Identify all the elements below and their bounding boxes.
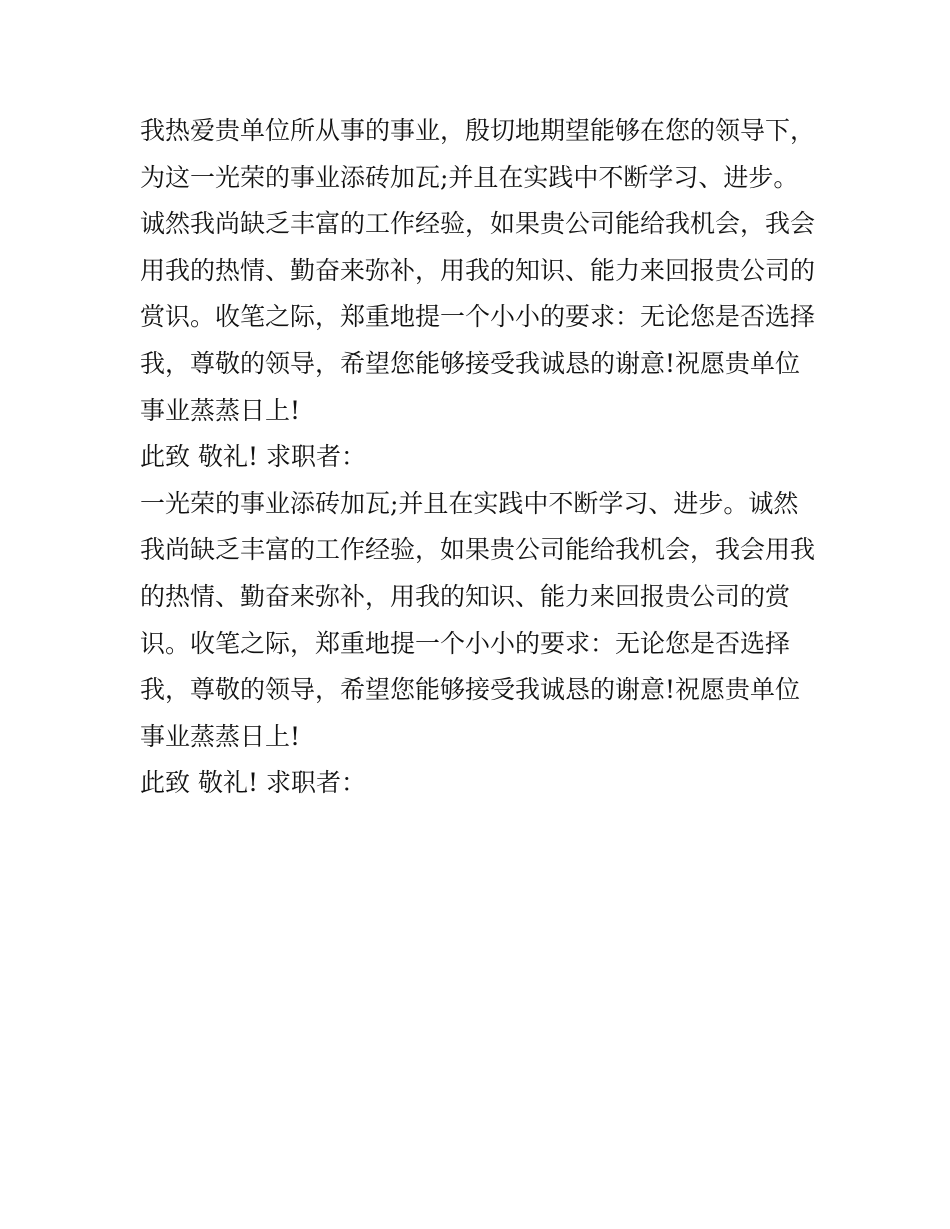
letter-body: [140, 108, 820, 807]
text-line: 我，尊敬的领导，希望您能够接受我诚恳的谢意!祝愿贵单位: [140, 675, 801, 705]
text-line: 诚然我尚缺乏丰富的工作经验，如果贵公司能给我机会，我会: [140, 209, 816, 239]
text-line: 识。收笔之际，郑重地提一个小小的要求：无论您是否选择: [140, 628, 791, 658]
text-line: 我，尊敬的领导，希望您能够接受我诚恳的谢意!祝愿贵单位: [140, 348, 801, 378]
closing-line: 此致 敬礼! 求职者：: [140, 768, 366, 798]
text-line: 一光荣的事业添砖加瓦;并且在实践中不断学习、进步。诚然: [140, 488, 799, 518]
text-line: 用我的热情、勤奋来弥补，用我的知识、能力来回报贵公司的: [140, 255, 816, 285]
text-line: 事业蒸蒸日上!: [140, 721, 301, 751]
closing-line: 此致 敬礼! 求职者：: [140, 442, 366, 472]
text-line: 事业蒸蒸日上!: [140, 395, 301, 425]
text-line: 我热爱贵单位所从事的事业，殷切地期望能够在您的领导下，: [140, 116, 816, 145]
text-line: 的热情、勤奋来弥补，用我的知识、能力来回报贵公司的赏: [140, 581, 791, 611]
text-line: 为这一光荣的事业添砖加瓦;并且在实践中不断学习、进步。: [140, 162, 799, 192]
text-line: 我尚缺乏丰富的工作经验，如果贵公司能给我机会，我会用我: [140, 535, 816, 565]
text-line: 赏识。收笔之际，郑重地提一个小小的要求：无论您是否选择: [140, 302, 816, 332]
